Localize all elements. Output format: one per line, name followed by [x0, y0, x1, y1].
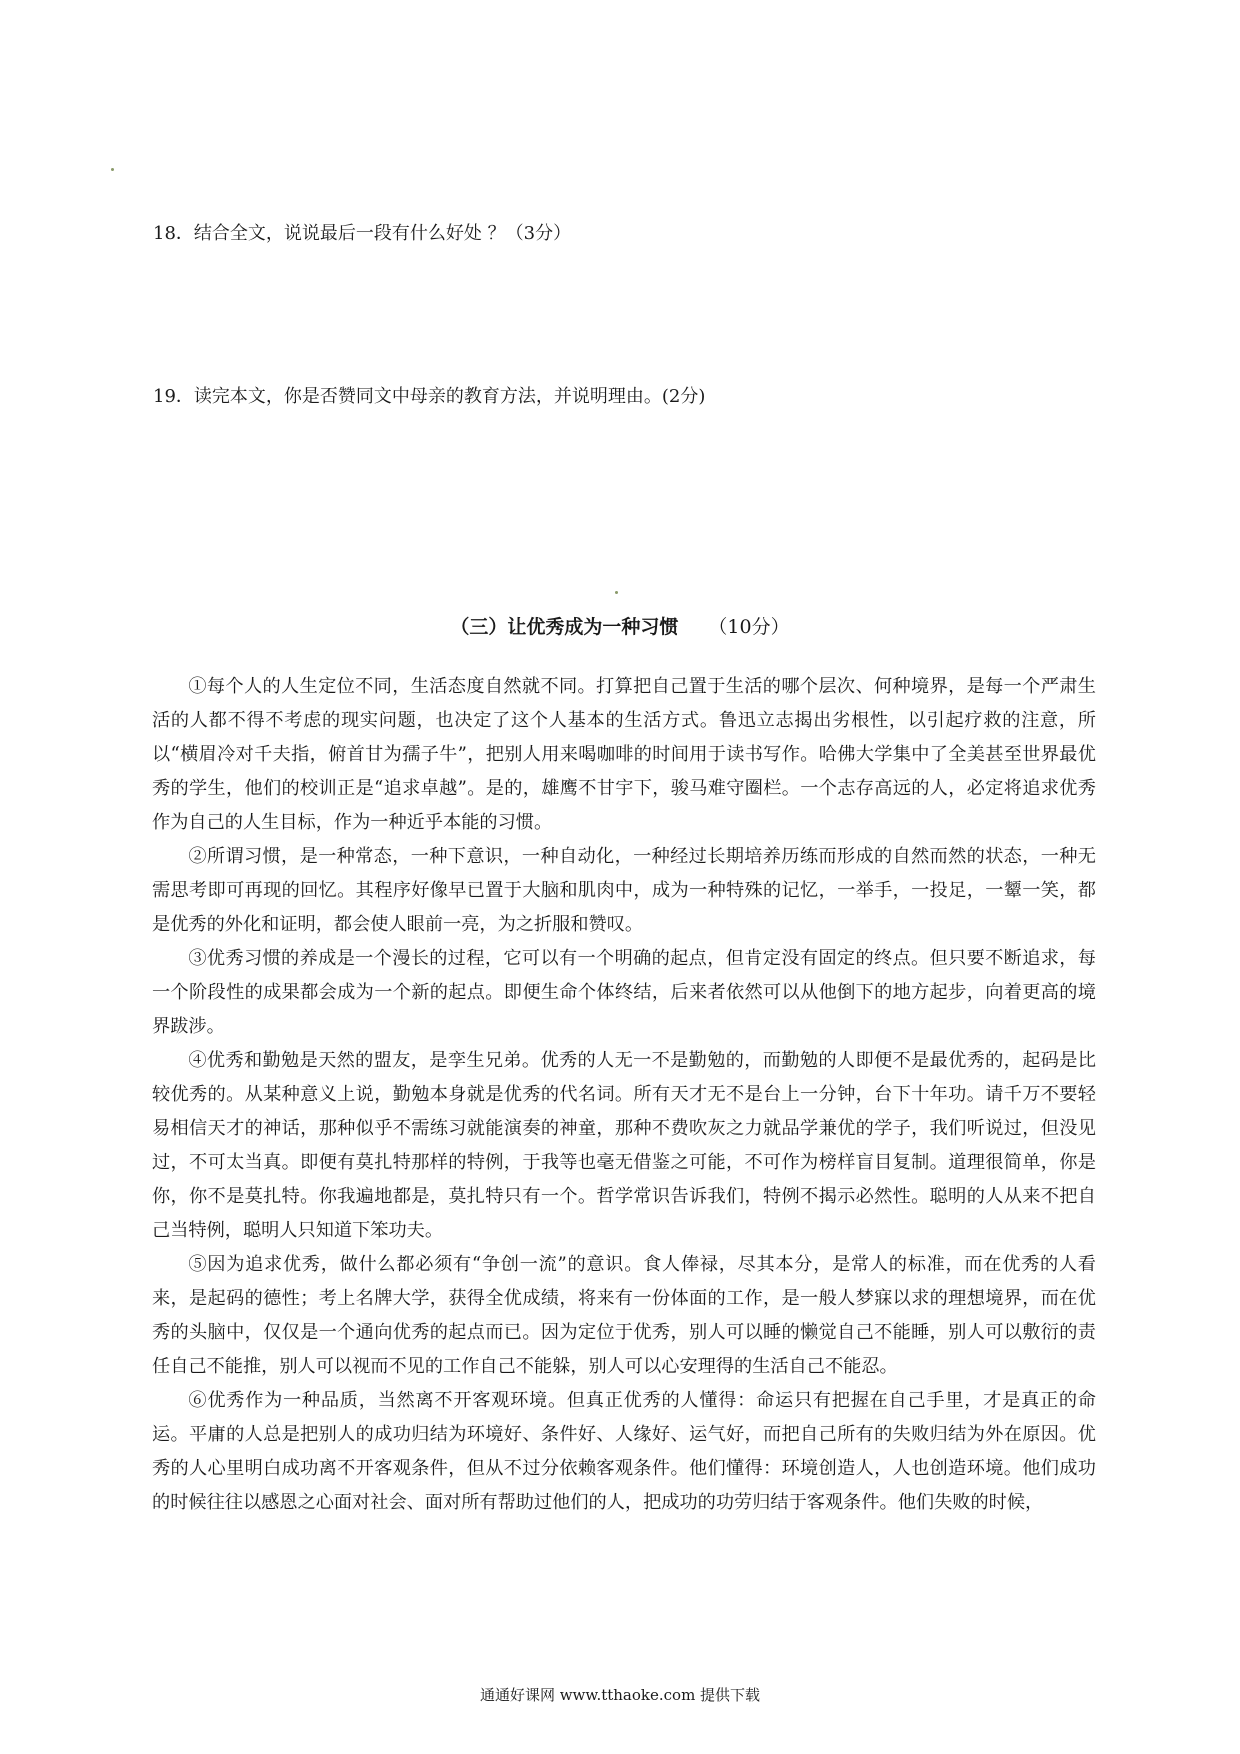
paragraph-5: ⑤因为追求优秀，做什么都必须有“争创一流”的意识。食人俸禄，尽其本分，是常人的标准，而在优秀的人看来，是起码的德性；考上名牌大学，获得全优成绩，将来有一份体面的工作，是一般人梦寐以求的理想境界，而在优秀的头脑中，仅仅是一个通向优秀的起点而已。因为定位于优秀，别人可以睡的懒觉自己不能睡，别人可以敷衍的责任自己不能推，别人可以视而不见的工作自己不能躲，别人可以心安理得的生活自己不能忍。 — [152, 1254, 1096, 1377]
paragraph-3: ③优秀习惯的养成是一个漫长的过程，它可以有一个明确的起点，但肯定没有固定的终点。但只要不断追求，每一个阶段性的成果都会成为一个新的起点。即便生命个体终结，后来者依然可以从他倒下的地方起步，向着更高的境界跋涉。 — [152, 948, 1096, 1037]
page-footer: 通通好课网 www.tthaoke.com 提供下载 — [479, 1686, 761, 1704]
question-19: 19．读完本文，你是否赞同文中母亲的教育方法，并说明理由。(2分) — [153, 386, 706, 407]
article-body — [152, 670, 1096, 1520]
paragraph-6: ⑥优秀作为一种品质，当然离不开客观环境。但真正优秀的人懂得：命运只有把握在自己手里，才是真正的命运。平庸的人总是把别人的成功归结为环境好、条件好、人缘好、运气好，而把自己所有的失败归结为外在原因。优秀的人心里明白成功离不开客观条件，但从不过分依赖客观条件。他们懂得：环境创造人，人也创造环境。他们成功的时候往往以感恩之心面对社会、面对所有帮助过他们的人，把成功的功劳归结于客观条件。他们失败的时候， — [152, 1390, 1096, 1513]
scan-speck — [111, 168, 114, 171]
question-18: 18．结合全文，说说最后一段有什么好处 ？（3分） — [153, 223, 572, 244]
paragraph-2: ②所谓习惯，是一种常态，一种下意识，一种自动化，一种经过长期培养历练而形成的自然而然的状态，一种无需思考即可再现的回忆。其程序好像早已置于大脑和肌肉中，成为一种特殊的记忆，一举手，一投足，一颦一笑，都是优秀的外化和证明，都会使人眼前一亮，为之折服和赞叹。 — [152, 846, 1096, 935]
section-title: （三）让优秀成为一种习惯 — [450, 616, 679, 638]
paragraph-4: ④优秀和勤勉是天然的盟友，是孪生兄弟。优秀的人无一不是勤勉的，而勤勉的人即便不是最优秀的，起码是比较优秀的。从某种意义上说，勤勉本身就是优秀的代名词。所有天才无不是台上一分钟，台下十年功。请千万不要轻易相信天才的神话，那种似乎不需练习就能演奏的神童，那种不费吹灰之力就品学兼优的学子，我们听说过，但没见过，不可太当真。即便有莫扎特那样的特例，于我等也毫无借鉴之可能，不可作为榜样盲目复制。道理很简单，你是你，你不是莫扎特。你我遍地都是，莫扎特只有一个。哲学常识告诉我们，特例不揭示必然性。聪明的人从来不把自己当特例，聪明人只知道下笨功夫。 — [152, 1050, 1096, 1241]
section-heading — [0, 612, 1240, 639]
section-score: （10分） — [708, 616, 790, 638]
scan-speck — [615, 591, 618, 594]
paragraph-1: ①每个人的人生定位不同，生活态度自然就不同。打算把自己置于生活的哪个层次、何种境界，是每一个严肃生活的人都不得不考虑的现实问题，也决定了这个人基本的生活方式。鲁迅立志揭出劣根性，以引起疗救的注意，所以“横眉冷对千夫指，俯首甘为孺子牛”，把别人用来喝咖啡的时间用于读书写作。哈佛大学集中了全美甚至世界最优秀的学生，他们的校训正是“追求卓越”。是的，雄鹰不甘宇下，骏马难守圈栏。一个志存高远的人，必定将追求优秀作为自己的人生目标，作为一种近乎本能的习惯。 — [152, 676, 1096, 833]
